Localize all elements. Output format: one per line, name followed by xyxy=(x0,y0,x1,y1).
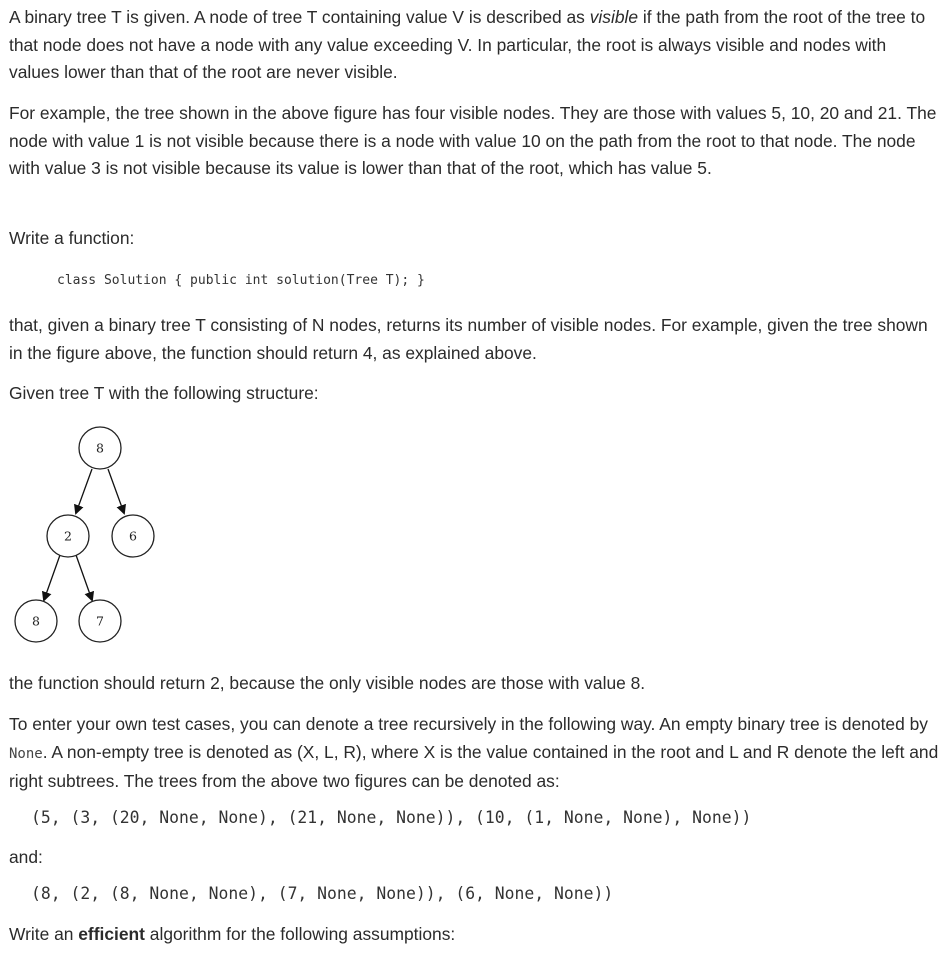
edge-root-right xyxy=(108,469,124,513)
function-description-paragraph: that, given a binary tree T consisting of N nodes, returns its number of visible nodes. For example, given the tree shown in the figure above, the function should return 4, as explained above. xyxy=(9,315,928,363)
write-function-paragraph: Write a function: xyxy=(9,228,135,248)
tree-notation-example-1: (5, (3, (20, None, None), (21, None, None)), (10, (1, None, None), None)) xyxy=(31,808,752,827)
edge-root-left xyxy=(76,469,92,513)
tree-node-root-label: 8 xyxy=(96,440,104,456)
efficiency-text-a: Write an xyxy=(9,924,79,944)
and-paragraph: and: xyxy=(9,847,43,867)
edge-left-right xyxy=(76,555,92,600)
result-paragraph: the function should return 2, because the only visible nodes are those with value 8. xyxy=(9,673,646,693)
tree-node-left-left xyxy=(15,600,57,642)
definition-text-a: A binary tree T is given. A node of tree T containing value V is described as xyxy=(9,7,590,27)
efficient-term: efficient xyxy=(78,924,145,944)
tree-node-left-right-label: 7 xyxy=(96,613,104,629)
none-keyword: None xyxy=(9,745,43,762)
tree-node-right-label: 6 xyxy=(129,528,137,544)
given-tree-paragraph: Given tree T with the following structure: xyxy=(9,383,319,403)
definition-paragraph xyxy=(9,4,940,87)
tree-node-root xyxy=(79,427,121,469)
tree-notation-example-2: (8, (2, (8, None, None), (7, None, None)), (6, None, None)) xyxy=(31,884,614,903)
function-signature: class Solution { public int solution(Tree T); } xyxy=(57,273,425,288)
efficiency-text-c: algorithm for the following assumptions: xyxy=(144,924,456,944)
example-explanation-paragraph: For example, the tree shown in the above figure has four visible nodes. They are those with values 5, 10, 20 and 21. The node with value 1 is not visible because there is a node with value 10 on the path from the root to that node. The node with value 3 is not visible because its value is lower than that of the root, which has value 5. xyxy=(9,103,937,178)
tree-node-left-label: 2 xyxy=(64,528,72,544)
tree-node-left-left-label: 8 xyxy=(32,613,40,629)
tree-node-left xyxy=(47,515,89,557)
tree-node-left-right xyxy=(79,600,121,642)
definition-text-b: if the path from the root of the tree to that node does not have a node with any value exceeding V. In particular, the root is always visible and nodes with values lower than that of the root are never visible. xyxy=(9,7,926,82)
test-case-format-paragraph xyxy=(9,711,940,796)
format-text-b: . A non-empty tree is denoted as (X, L, R), where X is the value contained in the root and L and R denote the left and right subtrees. The trees from the above two figures can be denoted as: xyxy=(9,741,939,791)
visible-term: visible xyxy=(589,7,639,27)
efficiency-paragraph xyxy=(9,921,940,949)
edge-left-left xyxy=(44,555,60,600)
tree-diagram xyxy=(8,422,168,652)
tree-node-right xyxy=(112,515,154,557)
format-text-a: To enter your own test cases, you can denote a tree recursively in the following way. An empty binary tree is denoted by xyxy=(9,714,928,734)
